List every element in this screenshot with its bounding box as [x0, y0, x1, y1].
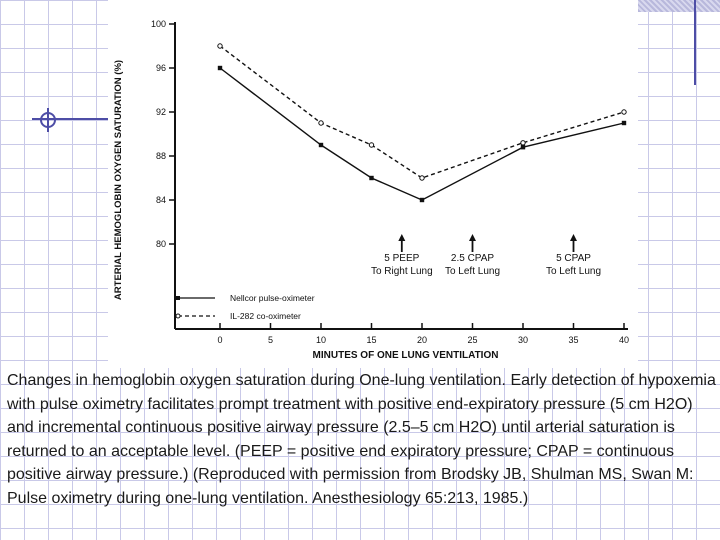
x-tick-label-35: 35	[568, 335, 579, 345]
point-s0-0	[218, 66, 222, 70]
annotation-arrow-head-0	[398, 234, 405, 241]
saturation-chart	[108, 0, 638, 368]
point-s0-2	[369, 176, 373, 180]
x-axis-title: MINUTES OF ONE LUNG VENTILATION	[312, 350, 499, 361]
point-s1-1	[319, 121, 323, 125]
legend-label-0: Nellcor pulse-oximeter	[230, 293, 315, 303]
annotation-arrow-head-1	[469, 234, 476, 241]
y-tick-label-88: 88	[155, 151, 166, 161]
annotation-subtitle-0: To Right Lung	[370, 266, 433, 277]
x-tick-label-10: 10	[315, 335, 327, 345]
figure-caption: Changes in hemoglobin oxygen saturation during One-lung ventilation. Early detection of hypoxemia with pulse oximetry facilitates prompt treatment with positive end-expiratory pressure (5 cm H2O) and incremental continuous positive airway pressure (2.5–5 cm H2O) until arterial saturation is returned to an acceptable level. (PEEP = positive end expiratory pressure; CPAP = continuous positive airway pressure.) (Reproduced with permission from Brodsky JB, Shulman MS, Swan M: Pulse oximetry during one-lung ventilation. Anesthesiology 65:213, 1985.)	[7, 372, 716, 507]
x-tick-label-0: 0	[217, 335, 223, 345]
x-tick-label-40: 40	[618, 335, 630, 345]
decorative-circle-mark	[40, 112, 56, 128]
x-tick-label-25: 25	[467, 335, 478, 345]
y-tick-label-92: 92	[155, 107, 166, 117]
annotation-subtitle-2: To Left Lung	[545, 266, 602, 277]
annotation-title-1: 2.5 CPAP	[450, 253, 495, 264]
decorative-vertical-line	[694, 0, 696, 85]
annotation-arrow-head-2	[570, 234, 577, 241]
point-s0-3	[420, 198, 424, 202]
annotation-subtitle-1: To Left Lung	[444, 266, 501, 277]
legend-marker-0	[176, 296, 180, 300]
x-tick-label-15: 15	[366, 335, 377, 345]
y-tick-label-84: 84	[155, 195, 166, 205]
x-tick-label-30: 30	[517, 335, 529, 345]
legend-marker-1	[176, 314, 180, 318]
x-tick-label-5: 5	[267, 335, 274, 345]
series-line-1	[220, 46, 624, 178]
annotation-title-0: 5 PEEP	[384, 253, 420, 264]
y-tick-label-100: 100	[150, 19, 166, 29]
annotation-title-2: 5 CPAP	[556, 253, 591, 264]
y-axis-title: ARTERIAL HEMOGLOBIN OXYGEN SATURATION (%)	[113, 59, 124, 301]
point-s1-3	[420, 176, 424, 180]
point-s1-4	[521, 141, 525, 145]
point-s0-4	[521, 145, 525, 149]
y-tick-label-96: 96	[155, 63, 166, 73]
point-s0-1	[319, 143, 323, 147]
point-s1-2	[369, 143, 373, 147]
legend-label-1: IL-282 co-oximeter	[230, 311, 301, 321]
x-tick-label-20: 20	[416, 335, 428, 345]
y-tick-label-80: 80	[155, 239, 166, 249]
point-s1-0	[218, 44, 222, 48]
point-s0-5	[622, 121, 626, 125]
point-s1-5	[622, 110, 626, 114]
